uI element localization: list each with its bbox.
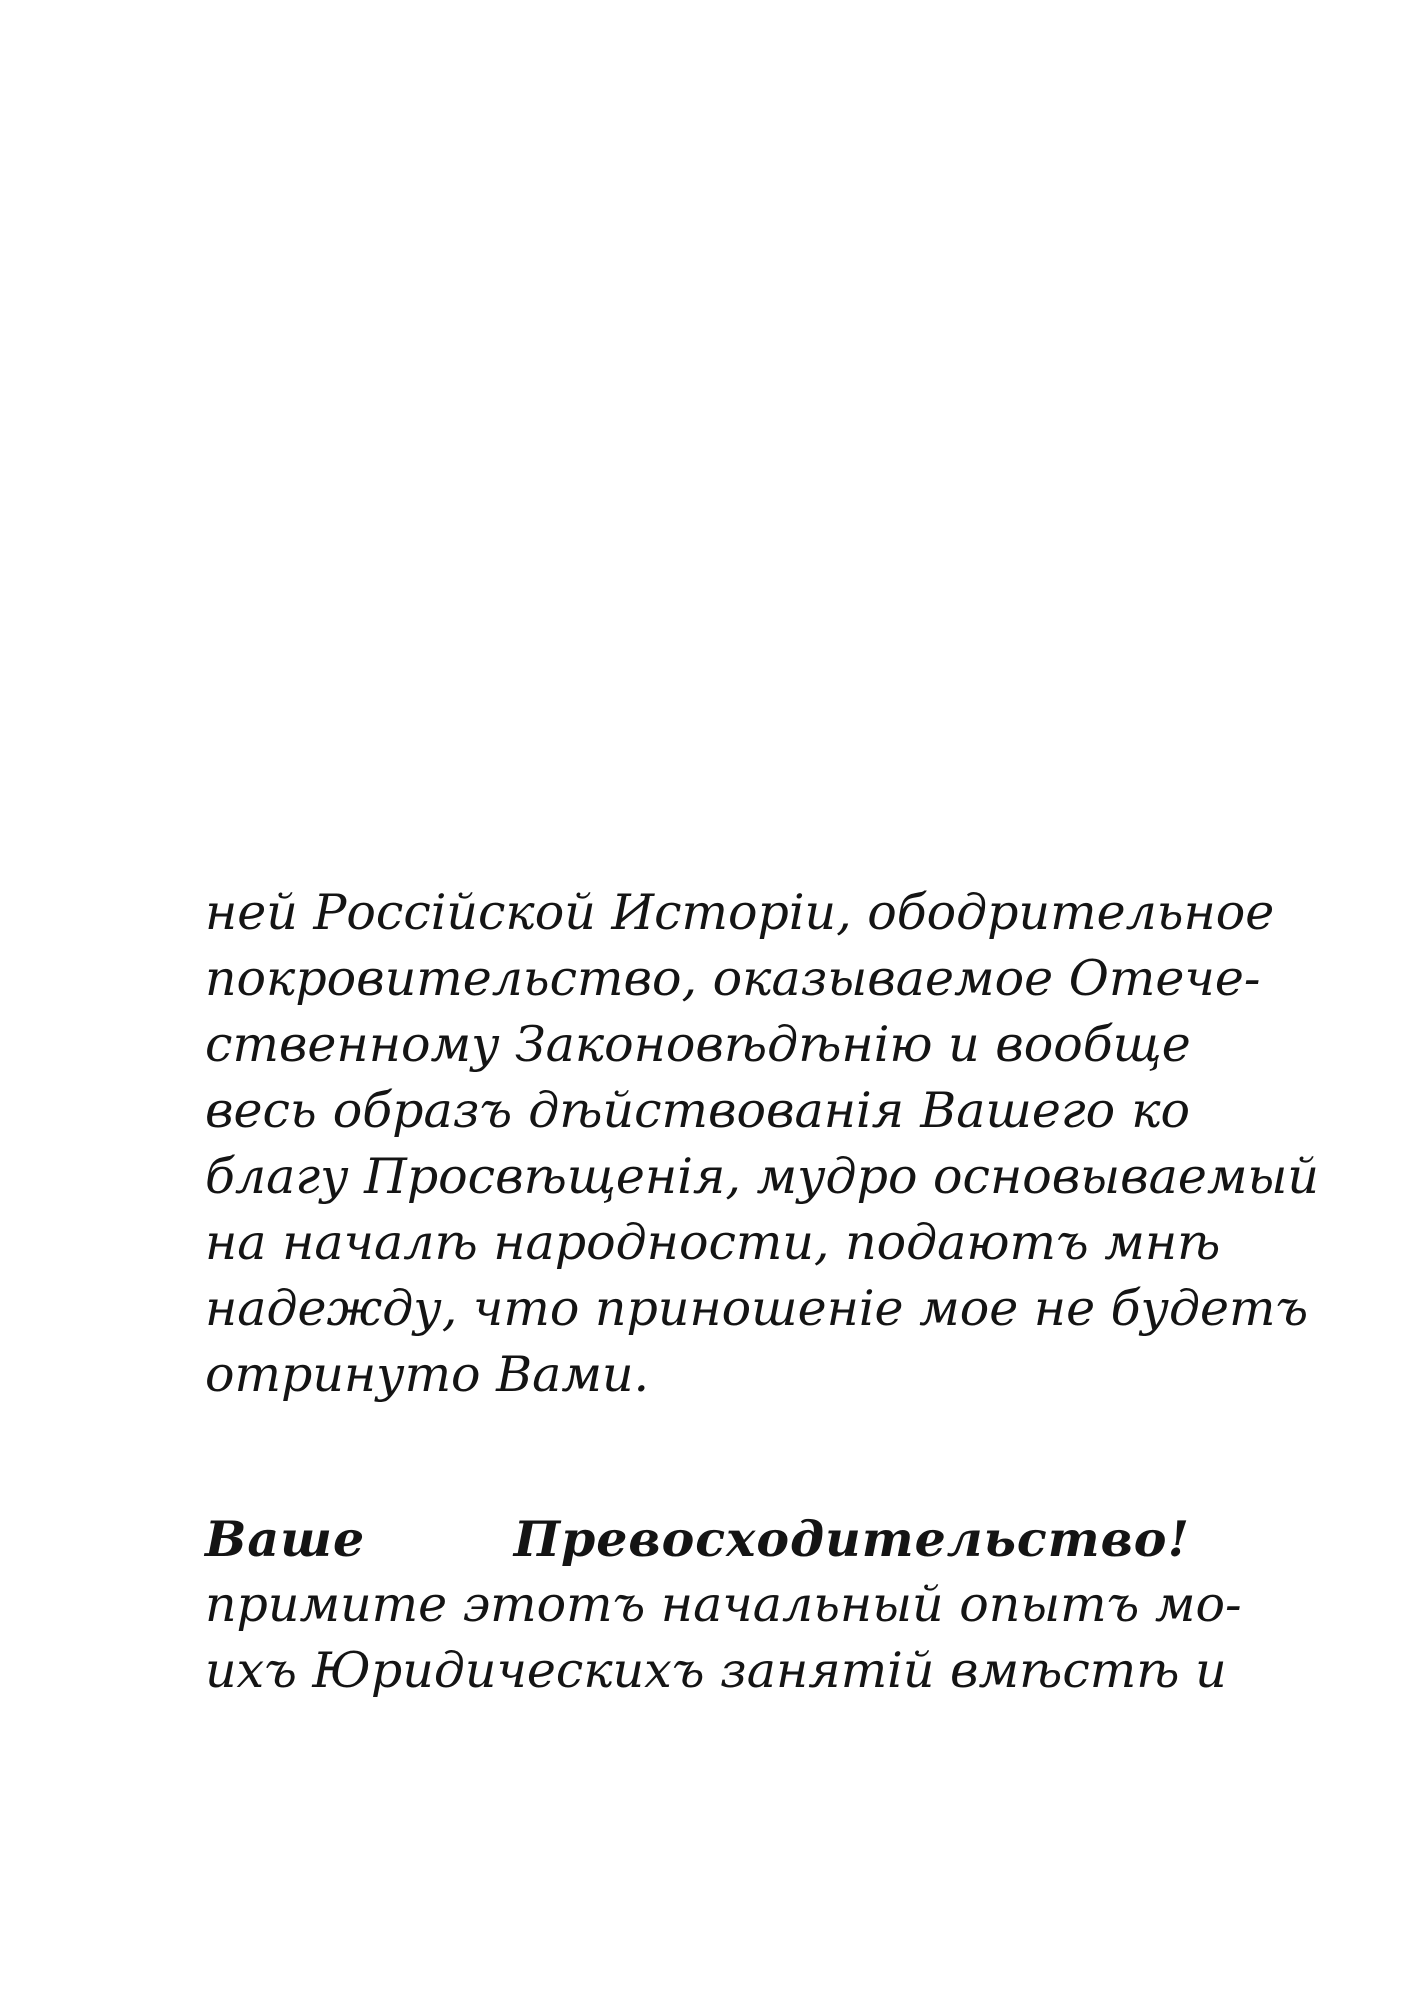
text-line: благу Просвѣщенія, мудро основываемый bbox=[205, 1148, 1319, 1205]
text-line: ней Россійской Исторіи, ободрительное bbox=[205, 884, 1275, 941]
text-line: на началѣ народности, подаютъ мнѣ bbox=[205, 1214, 1221, 1271]
text-line: ственному Законовѣдѣнію и вообще bbox=[205, 1016, 1191, 1073]
text-line: покровительство, оказываемое Отече- bbox=[205, 950, 1261, 1007]
text-line: отринуто Вами. bbox=[205, 1346, 650, 1403]
paragraph-dedication bbox=[205, 880, 1319, 1408]
text-line: примите этотъ начальный опытъ мо- bbox=[205, 1576, 1242, 1633]
paragraph-address bbox=[205, 1506, 1242, 1704]
text-line: ихъ Юридическихъ занятій вмѣстѣ и bbox=[205, 1642, 1227, 1699]
salutation-line: Ваше Превосходительство! bbox=[205, 1510, 1190, 1568]
text-line: надежду, что приношеніе мое не будетъ bbox=[205, 1280, 1309, 1337]
text-line: весь образъ дѣйствованія Вашего ко bbox=[205, 1082, 1190, 1139]
